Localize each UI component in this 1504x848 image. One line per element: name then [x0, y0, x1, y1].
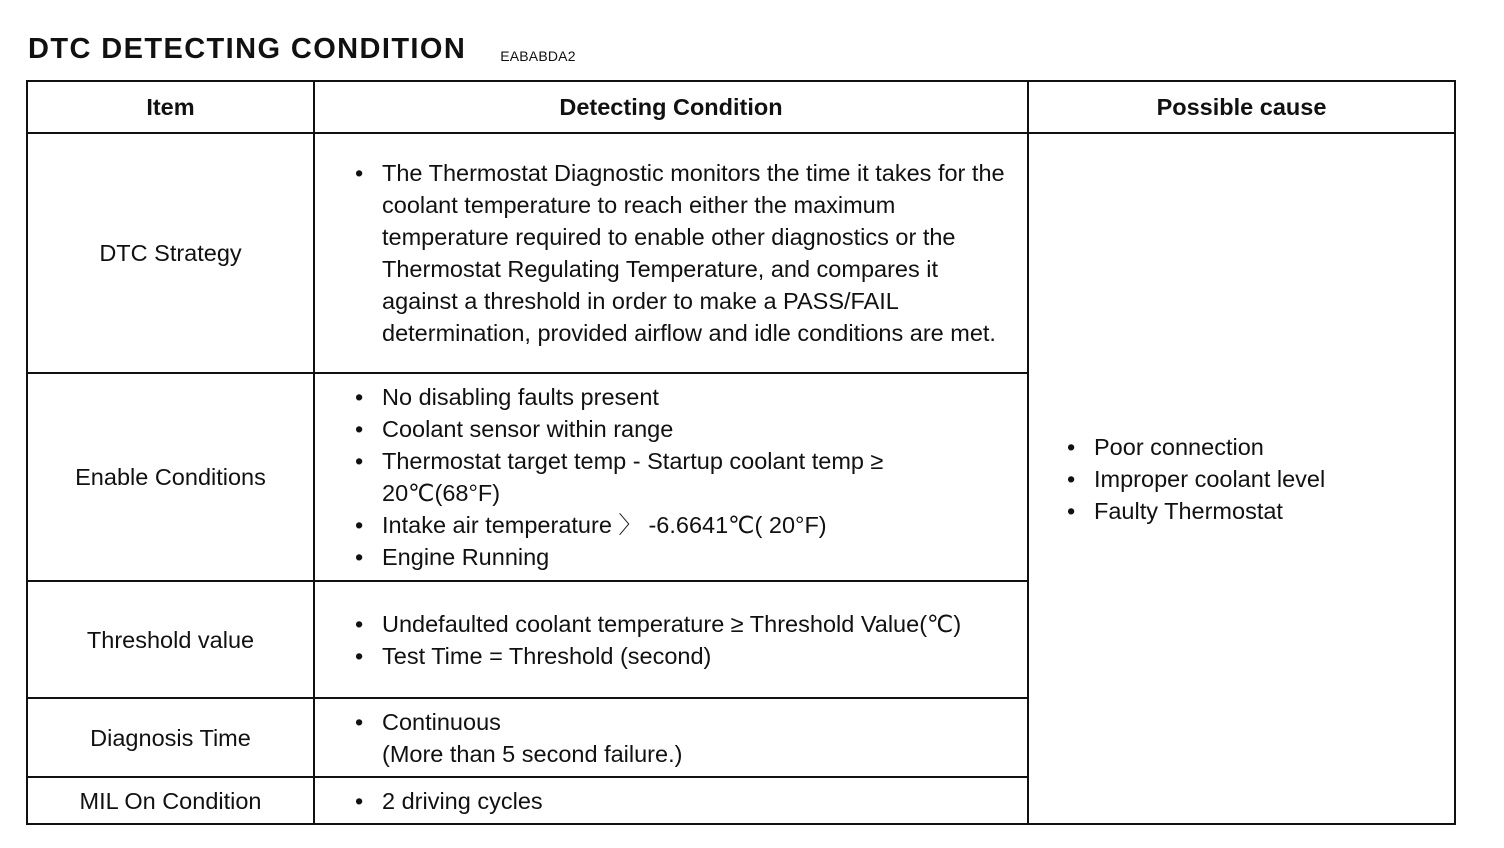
condition-item: • Thermostat target temp - Startup coolant temp ≥ 20℃(68°F): [355, 445, 1007, 509]
bullet-icon: •: [1067, 497, 1076, 524]
item-cell: Enable Conditions: [27, 373, 314, 581]
column-header-detecting-condition: Detecting Condition: [314, 81, 1028, 133]
possible-cause-list: [1067, 431, 1454, 527]
condition-item: • Engine Running: [355, 541, 1007, 573]
bullet-icon: •: [355, 544, 364, 570]
condition-item: • Test Time = Threshold (second): [355, 640, 1007, 672]
bullet-icon: •: [1067, 465, 1076, 492]
condition-item: • Intake air temperature 〉 -6.6641℃( 20°F): [355, 509, 1007, 541]
bullet-icon: •: [355, 384, 364, 410]
condition-item: • 2 driving cycles: [355, 785, 1007, 817]
condition-list: [355, 785, 1007, 817]
condition-cell: [314, 698, 1028, 777]
bullet-icon: •: [355, 787, 364, 814]
bullet-icon: •: [355, 708, 364, 735]
item-cell: Diagnosis Time: [27, 698, 314, 777]
column-header-possible-cause: Possible cause: [1028, 81, 1455, 133]
document-code: EABABDA2: [500, 48, 576, 64]
bullet-icon: •: [355, 512, 364, 538]
page-title: DTC DETECTING CONDITION: [28, 33, 467, 65]
condition-item: • Continuous (More than 5 second failure.): [355, 706, 1007, 770]
condition-note: (More than 5 second failure.): [382, 740, 683, 767]
bullet-icon: •: [355, 610, 364, 637]
condition-cell: [314, 777, 1028, 824]
bullet-icon: •: [355, 642, 364, 669]
table-header-row: [27, 81, 1455, 133]
condition-table: [26, 80, 1456, 825]
condition-cell: [314, 373, 1028, 581]
table-row-dtc-strategy: [27, 133, 1455, 373]
condition-item: • Coolant sensor within range: [355, 413, 1007, 445]
bullet-icon: •: [355, 416, 364, 442]
bullet-icon: •: [1067, 433, 1076, 460]
possible-cause-item: • Poor connection: [1067, 431, 1454, 463]
condition-list: [355, 608, 1007, 672]
condition-item: • No disabling faults present: [355, 381, 1007, 413]
page-header: [28, 20, 576, 64]
condition-item: • Undefaulted coolant temperature ≥ Threshold Value(℃): [355, 608, 1007, 640]
possible-cause-item: • Improper coolant level: [1067, 463, 1454, 495]
condition-list: [355, 381, 1007, 573]
item-cell: MIL On Condition: [27, 777, 314, 824]
possible-cause-item: • Faulty Thermostat: [1067, 495, 1454, 527]
bullet-icon: •: [355, 448, 364, 474]
item-cell: DTC Strategy: [27, 133, 314, 373]
possible-cause-cell: [1028, 133, 1455, 824]
condition-item: • The Thermostat Diagnostic monitors the time it takes for the coolant temperature to reach either the maximum temperature required to enable other diagnostics or the Thermostat Regulating Temperature, and compares it against a threshold in order to make a PASS/FAIL determination, provided airflow and idle conditions are met.: [355, 157, 1007, 349]
dtc-condition-table: [26, 80, 1454, 821]
column-header-item: Item: [27, 81, 314, 133]
condition-list: [355, 706, 1007, 770]
condition-cell: [314, 133, 1028, 373]
condition-list: [355, 157, 1007, 349]
condition-cell: [314, 581, 1028, 698]
item-cell: Threshold value: [27, 581, 314, 698]
bullet-icon: •: [355, 160, 364, 186]
